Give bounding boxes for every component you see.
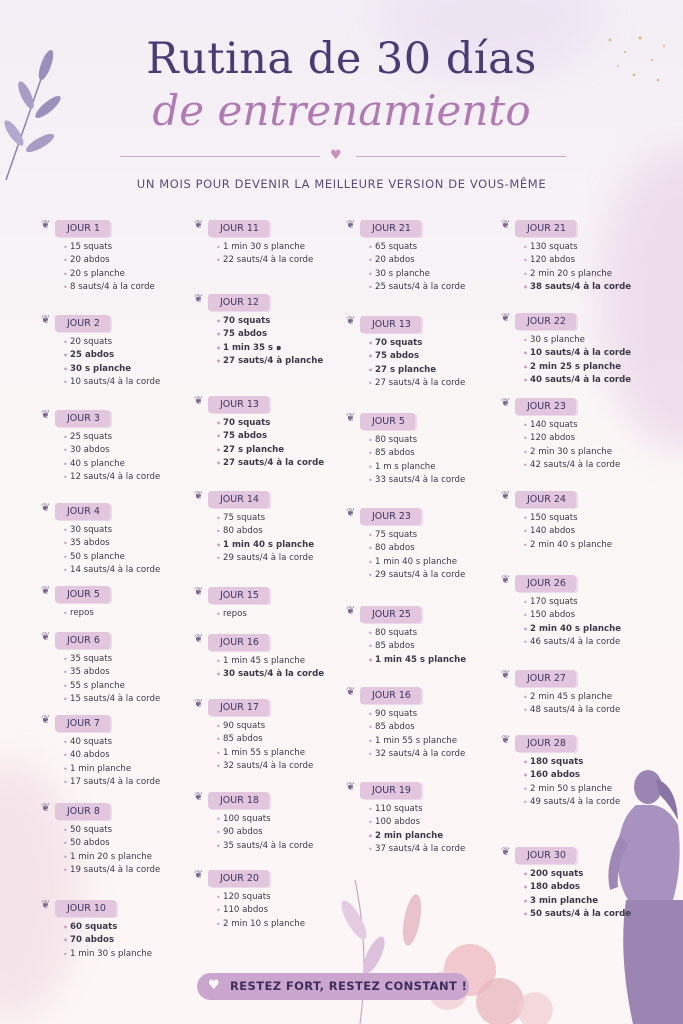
exercise-item: • 90 squats (216, 720, 313, 733)
leaf-sprig-icon: ❦ (346, 604, 356, 617)
exercise-item: • 75 squats (368, 529, 465, 542)
exercise-item: • 90 abdos (216, 826, 313, 839)
exercise-item: • 70 squats (368, 337, 465, 350)
exercise-item: • 130 squats (523, 241, 631, 254)
exercise-item: • 42 sauts/4 à la corde (523, 459, 620, 472)
exercise-item: • 27 sauts/4 à la corde (368, 377, 465, 390)
day-label: JOUR 15 (208, 587, 269, 604)
exercise-item: • 25 squats (63, 431, 160, 444)
day-block (194, 392, 325, 470)
day-label: JOUR 13 (208, 396, 269, 413)
leaf-sprig-icon: ❦ (41, 584, 51, 597)
exercise-item: • 180 squats (523, 756, 620, 769)
day-block (501, 487, 613, 552)
leaf-sprig-icon: ❦ (194, 489, 204, 502)
exercise-item: • 1 min 35 s ๑ (216, 342, 323, 355)
exercise-item: • 10 sauts/4 à la corde (63, 376, 160, 389)
exercise-item: • repos (216, 608, 269, 621)
exercise-item: • 29 sauts/4 à la corde (216, 552, 314, 565)
exercise-list (55, 736, 160, 789)
leaf-sprig-icon: ❦ (346, 780, 356, 793)
exercise-item: • 55 s planche (63, 680, 160, 693)
day-label: JOUR 20 (208, 870, 269, 887)
leaf-sprig-icon: ❦ (346, 314, 356, 327)
leaf-sprig-icon: ❦ (346, 218, 356, 231)
leaf-sprig-icon: ❦ (501, 311, 511, 324)
exercise-item: • 80 squats (368, 434, 465, 447)
day-block (501, 216, 632, 294)
day-block (41, 628, 161, 706)
exercise-item: • 90 squats (368, 708, 465, 721)
exercise-item: • 85 abdos (368, 447, 465, 460)
day-label: JOUR 25 (360, 606, 421, 623)
heart-icon: ♥ (330, 148, 342, 163)
exercise-item: • 27 sauts/4 à planche (216, 355, 323, 368)
exercise-list (55, 653, 160, 706)
day-label: JOUR 21 (515, 220, 576, 237)
exercise-item: • 48 sauts/4 à la corde (523, 704, 620, 717)
leaf-sprig-icon: ❦ (501, 218, 511, 231)
leaf-sprig-icon: ❦ (194, 697, 204, 710)
day-block (346, 409, 466, 487)
day-block (346, 504, 466, 582)
day-label: JOUR 11 (208, 220, 269, 237)
exercise-list (515, 419, 620, 472)
leaf-sprig-icon: ❦ (194, 292, 204, 305)
exercise-item: • 46 sauts/4 à la corde (523, 636, 621, 649)
exercise-list (515, 241, 631, 294)
day-label: JOUR 10 (55, 900, 116, 917)
exercise-list (55, 824, 160, 877)
day-block (41, 216, 155, 294)
exercise-item: • 20 abdos (368, 254, 465, 267)
day-block (194, 216, 314, 268)
exercise-item: • 30 s planche (523, 334, 631, 347)
day-label: JOUR 19 (360, 782, 421, 799)
day-label: JOUR 6 (55, 632, 110, 649)
exercise-item: • 37 sauts/4 à la corde (368, 843, 465, 856)
exercise-item: • 38 sauts/4 à la corde (523, 281, 631, 294)
exercise-item: • 60 squats (63, 921, 152, 934)
leaf-sprig-icon: ❦ (346, 506, 356, 519)
exercise-item: • 50 sauts/4 à la corde (523, 908, 631, 921)
day-label: JOUR 3 (55, 410, 110, 427)
exercise-item: • 1 min planche (63, 763, 160, 776)
exercise-list (208, 417, 324, 470)
exercise-item: • 1 min 55 s planche (216, 747, 313, 760)
exercise-item: • 100 abdos (368, 816, 465, 829)
exercise-item: • 2 min 50 s planche (523, 783, 620, 796)
day-label: JOUR 8 (55, 803, 110, 820)
exercise-list (360, 803, 465, 856)
exercise-item: • 2 min 20 s planche (523, 268, 631, 281)
exercise-item: • 3 min planche (523, 895, 631, 908)
exercise-item: • 120 abdos (523, 432, 620, 445)
exercise-item: • 32 sauts/4 à la corde (216, 760, 313, 773)
exercise-item: • 50 abdos (63, 837, 160, 850)
exercise-item: • 1 m s planche (368, 461, 465, 474)
page-title: Rutina de 30 días (146, 34, 537, 84)
exercise-list (55, 607, 110, 620)
exercise-item: • 85 abdos (368, 721, 465, 734)
day-label: JOUR 16 (208, 634, 269, 651)
exercise-item: • 75 abdos (368, 350, 465, 363)
day-label: JOUR 13 (360, 316, 421, 333)
exercise-item: • 30 s planche (368, 268, 465, 281)
leaf-sprig-icon: ❦ (501, 573, 511, 586)
exercise-list (208, 512, 314, 565)
leaf-sprig-icon: ❦ (194, 790, 204, 803)
exercise-item: • 120 squats (216, 891, 305, 904)
exercise-item: • 100 squats (216, 813, 313, 826)
exercise-item: • 1 min 40 s planche (368, 556, 465, 569)
day-block (194, 583, 269, 621)
day-block (194, 788, 314, 853)
exercise-item: • 33 sauts/4 à la corde (368, 474, 465, 487)
exercise-item: • 2 min 30 s planche (523, 446, 620, 459)
exercise-item: • 27 s planche (216, 444, 324, 457)
leaf-sprig-icon: ❦ (41, 630, 51, 643)
exercise-item: • 27 sauts/4 à la corde (216, 457, 324, 470)
day-block (501, 394, 621, 472)
exercise-item: • 17 sauts/4 à la corde (63, 776, 160, 789)
day-label: JOUR 24 (515, 491, 576, 508)
exercise-list (55, 524, 160, 577)
exercise-item: • 75 abdos (216, 328, 323, 341)
exercise-list (208, 720, 313, 773)
exercise-item: • 120 abdos (523, 254, 631, 267)
exercise-list (208, 655, 324, 682)
exercise-item: • 85 abdos (216, 733, 313, 746)
day-block (41, 711, 161, 789)
exercise-item: • 70 abdos (63, 934, 152, 947)
day-label: JOUR 23 (360, 508, 421, 525)
exercise-list (515, 596, 621, 649)
day-label: JOUR 28 (515, 735, 576, 752)
exercise-item: • 1 min 45 s planche (368, 654, 466, 667)
exercise-item: • 25 sauts/4 à la corde (368, 281, 465, 294)
day-label: JOUR 1 (55, 220, 110, 237)
leaf-sprig-icon: ❦ (194, 218, 204, 231)
leaf-sprig-icon: ❦ (194, 585, 204, 598)
exercise-item: • 2 min 40 s planche (523, 539, 612, 552)
exercise-item: • 8 sauts/4 à la corde (63, 281, 155, 294)
leaf-sprig-icon: ❦ (194, 632, 204, 645)
leaf-sprig-icon: ❦ (41, 801, 51, 814)
day-block (41, 406, 161, 484)
day-block (346, 602, 467, 667)
day-block (346, 312, 466, 390)
day-block (41, 582, 110, 620)
exercise-item: • 40 s planche (63, 458, 160, 471)
exercise-item: • 40 abdos (63, 749, 160, 762)
leaf-sprig-icon: ❦ (501, 733, 511, 746)
exercise-list (55, 431, 160, 484)
exercise-item: • 49 sauts/4 à la corde (523, 796, 620, 809)
exercise-item: • 22 sauts/4 à la corde (216, 254, 313, 267)
exercise-item: • 180 abdos (523, 881, 631, 894)
exercise-list (55, 336, 160, 389)
exercise-item: • 1 min 20 s planche (63, 851, 160, 864)
exercise-item: • 150 squats (523, 512, 612, 525)
exercise-item: • 15 squats (63, 241, 155, 254)
day-block (501, 731, 621, 809)
leaf-sprig-icon: ❦ (346, 685, 356, 698)
exercise-item: • 2 min 40 s planche (523, 623, 621, 636)
day-label: JOUR 18 (208, 792, 269, 809)
day-label: JOUR 26 (515, 575, 576, 592)
exercise-item: • 25 abdos (63, 349, 160, 362)
day-label: JOUR 30 (515, 847, 576, 864)
day-label: JOUR 7 (55, 715, 110, 732)
exercise-item: • 150 abdos (523, 609, 621, 622)
exercise-list (360, 529, 465, 582)
exercise-list (360, 434, 465, 487)
exercise-list (208, 608, 269, 621)
exercise-list (208, 315, 323, 368)
exercise-item: • 80 squats (368, 627, 466, 640)
exercise-item: • 35 abdos (63, 537, 160, 550)
exercise-list (208, 241, 313, 268)
exercise-item: • 1 min 40 s planche (216, 539, 314, 552)
leaf-sprig-icon: ❦ (501, 489, 511, 502)
exercise-list (208, 813, 313, 853)
leaf-sprig-icon: ❦ (41, 713, 51, 726)
leaf-sprig-icon: ❦ (41, 408, 51, 421)
exercise-item: • 10 sauts/4 à la corde (523, 347, 631, 360)
exercise-item: • 200 squats (523, 868, 631, 881)
exercise-item: • 20 s planche (63, 268, 155, 281)
exercise-item: • 160 abdos (523, 769, 620, 782)
exercise-item: • 15 sauts/4 à la corde (63, 693, 160, 706)
leaf-sprig-icon: ❦ (194, 394, 204, 407)
exercise-item: • 19 sauts/4 à la corde (63, 864, 160, 877)
exercise-item: • 50 s planche (63, 551, 160, 564)
exercise-item: • 32 sauts/4 à la corde (368, 748, 465, 761)
exercise-item: • 75 squats (216, 512, 314, 525)
leaf-sprig-icon: ❦ (194, 868, 204, 881)
exercise-item: • 35 abdos (63, 666, 160, 679)
day-block (41, 896, 153, 961)
day-block (41, 499, 161, 577)
exercise-list (515, 691, 620, 718)
day-block (194, 487, 315, 565)
leaf-sprig-icon: ❦ (41, 313, 51, 326)
day-block (41, 799, 161, 877)
exercise-item: • 20 abdos (63, 254, 155, 267)
exercise-list (55, 241, 155, 294)
day-label: JOUR 5 (360, 413, 415, 430)
exercise-item: • 30 sauts/4 à la corde (216, 668, 324, 681)
exercise-item: • 170 squats (523, 596, 621, 609)
leaf-sprig-icon: ❦ (501, 396, 511, 409)
exercise-list (360, 708, 465, 761)
day-label: JOUR 2 (55, 315, 110, 332)
exercise-list (208, 891, 305, 931)
exercise-item: • 110 abdos (216, 904, 305, 917)
exercise-item: • 40 squats (63, 736, 160, 749)
exercise-item: • 14 sauts/4 à la corde (63, 564, 160, 577)
exercise-item: • 80 abdos (216, 525, 314, 538)
exercise-item: • 1 min 45 s planche (216, 655, 324, 668)
exercise-item: • 75 abdos (216, 430, 324, 443)
exercise-item: • 2 min planche (368, 830, 465, 843)
exercise-item: • 70 squats (216, 417, 324, 430)
day-block (501, 666, 621, 718)
day-block (194, 866, 306, 931)
exercise-item: • 2 min 10 s planche (216, 918, 305, 931)
exercise-item: • 40 sauts/4 à la corde (523, 374, 631, 387)
day-label: JOUR 22 (515, 313, 576, 330)
exercise-item: • 1 min 30 s planche (216, 241, 313, 254)
leaf-sprig-icon: ❦ (41, 898, 51, 911)
exercise-list (360, 337, 465, 390)
exercise-item: • 50 squats (63, 824, 160, 837)
subtitle: UN MOIS POUR DEVENIR LA MEILLEURE VERSION DE VOUS-MÊME (136, 177, 547, 191)
exercise-item: • 30 s planche (63, 363, 160, 376)
exercise-item: • 140 squats (523, 419, 620, 432)
day-block (194, 695, 314, 773)
exercise-item: • 35 squats (63, 653, 160, 666)
exercise-item: • 70 squats (216, 315, 323, 328)
day-block (346, 778, 466, 856)
day-block (41, 311, 161, 389)
exercise-item: • 29 sauts/4 à la corde (368, 569, 465, 582)
exercise-item: • 65 squats (368, 241, 465, 254)
leaf-sprig-icon: ❦ (346, 411, 356, 424)
page-title-script: de entrenamiento (152, 86, 531, 135)
day-label: JOUR 12 (208, 294, 269, 311)
exercise-item: • 80 abdos (368, 542, 465, 555)
footer-text: RESTEZ FORT, RESTEZ CONSTANT ! (230, 979, 468, 993)
exercise-item: • 35 sauts/4 à la corde (216, 840, 313, 853)
day-block (346, 216, 466, 294)
leaf-sprig-icon: ❦ (41, 218, 51, 231)
heart-icon: ♥ (208, 978, 220, 993)
day-label: JOUR 17 (208, 699, 269, 716)
exercise-item: • 30 squats (63, 524, 160, 537)
exercise-item: • 12 sauts/4 à la corde (63, 471, 160, 484)
exercise-item: • 110 squats (368, 803, 465, 816)
divider-right (356, 156, 566, 157)
leaf-sprig-icon: ❦ (501, 845, 511, 858)
day-label: JOUR 16 (360, 687, 421, 704)
exercise-item: • 27 s planche (368, 364, 465, 377)
day-block (501, 571, 622, 649)
exercise-list (360, 241, 465, 294)
day-block (194, 630, 325, 682)
day-label: JOUR 4 (55, 503, 110, 520)
leaf-sprig-icon: ❦ (501, 668, 511, 681)
divider-left (120, 156, 320, 157)
day-label: JOUR 23 (515, 398, 576, 415)
exercise-list (515, 334, 631, 387)
day-label: JOUR 27 (515, 670, 576, 687)
exercise-list (515, 512, 612, 552)
exercise-item: • repos (63, 607, 110, 620)
exercise-item: • 85 abdos (368, 640, 466, 653)
exercise-item: • 30 abdos (63, 444, 160, 457)
day-label: JOUR 14 (208, 491, 269, 508)
exercise-list (515, 868, 631, 921)
exercise-item: • 20 squats (63, 336, 160, 349)
day-block (194, 290, 324, 368)
exercise-item: • 2 min 25 s planche (523, 361, 631, 374)
exercise-item: • 1 min 30 s planche (63, 948, 152, 961)
day-block (501, 309, 632, 387)
day-block (346, 683, 466, 761)
exercise-item: • 2 min 45 s planche (523, 691, 620, 704)
exercise-list (515, 756, 620, 809)
day-label: JOUR 5 (55, 586, 110, 603)
exercise-list (360, 627, 466, 667)
leaf-sprig-icon: ❦ (41, 501, 51, 514)
exercise-list (55, 921, 152, 961)
exercise-item: • 140 abdos (523, 525, 612, 538)
day-label: JOUR 21 (360, 220, 421, 237)
exercise-item: • 1 min 55 s planche (368, 735, 465, 748)
day-block (501, 843, 632, 921)
